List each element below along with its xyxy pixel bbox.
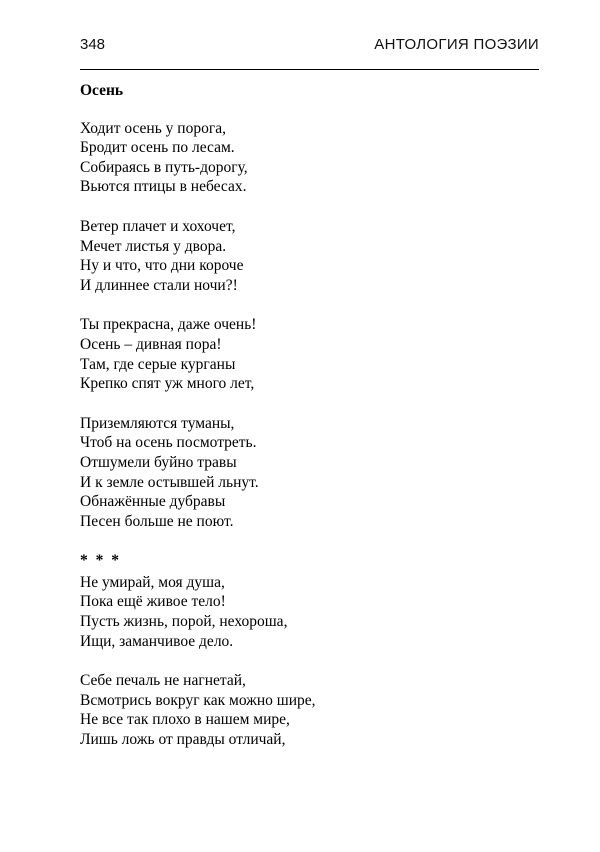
verse-line: Ищи, заманчивое дело.	[80, 632, 234, 650]
verse-line: Себе печаль не нагнетай,	[80, 672, 246, 690]
verse-line: Пока ещё живое тело!	[80, 593, 226, 611]
stanza	[80, 315, 540, 393]
poem-untitled	[80, 573, 540, 750]
verse-line: Песен больше не поют.	[80, 512, 234, 530]
stanza	[80, 119, 540, 197]
verse-line: Всмотрись вокруг как можно шире,	[80, 691, 316, 709]
page-body	[80, 81, 540, 770]
poem-autumn	[80, 119, 540, 532]
stanza	[80, 217, 540, 295]
verse-line: Ветер плачет и хохочет,	[80, 217, 236, 235]
verse-line: Осень – дивная пора!	[80, 335, 222, 353]
verse-line: Ты прекрасна, даже очень!	[80, 316, 257, 334]
verse-line: Ходит осень у порога,	[80, 119, 226, 137]
verse-line: Не все так плохо в нашем мире,	[80, 711, 290, 729]
poem-separator: * * *	[80, 552, 121, 570]
verse-line: Ну и что, что дни короче	[80, 257, 244, 275]
verse-line: Вьются птицы в небесах.	[80, 178, 247, 196]
verse-line: Крепко спят уж много лет,	[80, 375, 255, 393]
page-number: 348	[80, 36, 106, 53]
running-title: АНТОЛОГИЯ ПОЭЗИИ	[374, 36, 539, 53]
verse-line: Не умирай, моя душа,	[80, 573, 225, 591]
verse-line: И к земле остывшей льнут.	[80, 473, 259, 491]
verse-line: Отшумели буйно травы	[80, 453, 237, 471]
verse-line: Чтоб на осень посмотреть.	[80, 434, 257, 452]
stanza	[80, 573, 540, 651]
verse-line: Пусть жизнь, порой, нехороша,	[80, 613, 288, 631]
verse-line: Лишь ложь от правды отличай,	[80, 731, 286, 749]
stanza	[80, 414, 540, 532]
verse-line: Бродит осень по лесам.	[80, 139, 235, 157]
verse-line: Собираясь в путь-дорогу,	[80, 158, 248, 176]
header-rule	[80, 69, 539, 70]
verse-line: Обнажённые дубравы	[80, 493, 226, 511]
verse-line: Мечет листья у двора.	[80, 237, 227, 255]
verse-line: И длиннее стали ночи?!	[80, 276, 238, 294]
verse-line: Там, где серые курганы	[80, 355, 236, 373]
stanza	[80, 671, 540, 749]
page-header	[80, 36, 539, 60]
verse-line: Приземляются туманы,	[80, 414, 235, 432]
poem-title: Осень	[80, 82, 124, 99]
